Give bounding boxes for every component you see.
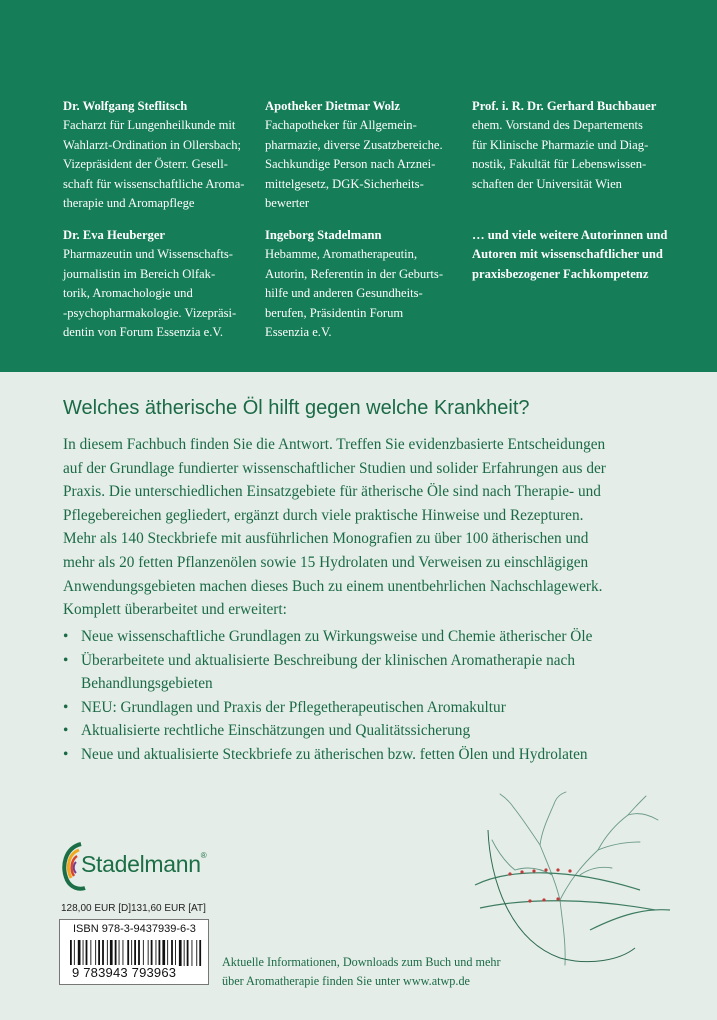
barcode-bar <box>138 940 140 966</box>
barcode-bar <box>199 940 201 966</box>
author-name: Ingeborg Stadelmann <box>265 228 382 242</box>
intro-line: auf der Grundlage fundierter wissenschaftlicher Studien und solider Erfahrungen aus der <box>63 459 606 477</box>
author-bio-line: schaften der Universität Wien <box>472 176 622 191</box>
author-bio-line: therapie und Aromapflege <box>63 196 195 211</box>
bullet-icon: • <box>63 698 69 716</box>
barcode-bar <box>115 940 117 966</box>
barcode-digits: 9 783943 793963 <box>72 965 177 980</box>
barcode-bar <box>192 940 193 966</box>
author-bio-line: Facharzt für Lungenheilkunde mit <box>63 118 236 133</box>
author-bio-line: berufen, Präsidentin Forum <box>265 305 404 320</box>
barcode-bar <box>95 940 96 966</box>
author-bio-line: journalistin im Bereich Olfak- <box>63 266 216 281</box>
intro-line: Anwendungsgebieten machen dieses Buch zu einem unentbehrlichen Nachschlagewerk. <box>63 577 603 595</box>
intro-line: Mehr als 140 Steckbriefe mit ausführlichen Monografien zu über 100 ätherischen und <box>63 530 589 548</box>
barcode-bar <box>196 940 197 966</box>
intro-line: mehr als 20 fetten Pflanzenölen sowie 15 Hydrolaten und Verweisen zu einschlägigen <box>63 553 589 571</box>
list-item: • Neue und aktualisierte Steckbriefe zu ätherischen bzw. fetten Ölen und Hydrolaten <box>63 743 703 767</box>
list-item: • Überarbeitete und aktualisierte Beschreibung der klinischen Aromatherapie nach Behandlungsgebieten <box>63 649 703 696</box>
intro-line: Komplett überarbeitet und erweitert: <box>63 601 287 619</box>
barcode-bar <box>74 940 75 966</box>
author-name: Prof. i. R. Dr. Gerhard Buchbauer <box>472 99 657 113</box>
barcode-bar <box>167 940 168 966</box>
author-bio-line: -psychopharmakologie. Vizepräsi- <box>63 305 237 320</box>
author-steflitsch <box>63 97 245 213</box>
author-bio-line: schaft für wissenschaftliche Aroma- <box>63 176 245 191</box>
barcode-bar <box>131 940 132 966</box>
publisher-logo <box>59 838 219 894</box>
author-bio-line: Pharmazeutin und Wissenschafts- <box>63 247 233 262</box>
isbn-label: ISBN 978-3-9437939-6-3 <box>59 919 209 939</box>
author-bio-line: bewerter <box>265 196 310 211</box>
author-bio-line: ehem. Vorstand des Departements <box>472 118 643 133</box>
intro-paragraph <box>63 433 683 622</box>
barcode-bar <box>171 940 173 966</box>
author-bio-line: Fachapotheker für Allgemein- <box>265 118 417 133</box>
intro-line: Praxis. Die unterschiedlichen Einsatzgebiete für ätherische Öle sind nach Therapie- und <box>63 483 601 501</box>
author-wolz <box>265 97 443 213</box>
barcode-bar <box>156 940 157 966</box>
barcode-bar <box>184 940 185 966</box>
author-panel <box>0 0 717 372</box>
bullet-icon: • <box>63 628 69 645</box>
author-buchbauer <box>472 97 656 194</box>
more-authors-note <box>472 226 667 284</box>
barcode-bar <box>143 940 144 966</box>
barcode-bar <box>127 940 129 966</box>
bullet-icon: • <box>63 722 69 740</box>
tree-illustration <box>470 790 675 970</box>
author-bio-line: Vizepräsident der Österr. Gesell- <box>63 157 228 172</box>
barcode-bar <box>90 940 91 966</box>
author-name: Dr. Eva Heuberger <box>63 228 166 242</box>
barcode-bar <box>134 940 136 966</box>
author-stadelmann <box>265 226 443 342</box>
author-name: Dr. Wolfgang Steflitsch <box>63 99 188 113</box>
author-heuberger <box>63 226 236 342</box>
author-bio-line: für Klinische Pharmazie und Diag- <box>472 137 649 152</box>
barcode-bar <box>98 940 100 966</box>
barcode-bar <box>175 940 176 966</box>
list-item: • Neue wissenschaftliche Grundlagen zu Wirkungsweise und Chemie ätherischer Öle <box>63 625 703 649</box>
price-austria: 131,60 EUR [AT] <box>131 903 206 914</box>
author-bio-line: hilfe und anderen Gesundheits- <box>265 286 423 301</box>
footer-line: über Aromatherapie finden Sie unter www.atwp.de <box>222 974 470 988</box>
bullet-icon: • <box>63 745 69 763</box>
author-bio-line: pharmazie, diverse Zusatzbereiche. <box>265 137 443 152</box>
barcode-bar <box>162 940 165 966</box>
author-bio-line: Autorin, Referentin in der Geburts- <box>265 266 444 281</box>
author-name: Apotheker Dietmar Wolz <box>265 99 401 113</box>
intro-line: In diesem Fachbuch finden Sie die Antwort. Treffen Sie evidenzbasierte Entscheidungen <box>63 436 606 453</box>
barcode-bar <box>179 940 182 966</box>
author-bio-line: mittelgesetz, DGK-Sicherheits- <box>265 176 424 191</box>
author-bio-line: Sachkundige Person nach Arznei- <box>265 157 436 172</box>
barcode-bar <box>110 940 113 966</box>
barcode-bar <box>187 940 189 966</box>
barcode-bar <box>102 940 104 966</box>
barcode-bar <box>123 940 124 966</box>
more-authors-line: Autoren mit wissenschaftlicher und <box>472 247 663 262</box>
headline: Welches ätherische Öl hilft gegen welche Krankheit? <box>63 397 530 419</box>
price-line <box>59 903 209 917</box>
barcode-bar <box>119 940 120 966</box>
author-bio-line: torik, Aromachologie und <box>63 286 193 301</box>
barcode-bar <box>107 940 108 966</box>
price-germany: 128,00 EUR [D] <box>61 903 132 914</box>
author-bio-line: Wahlarzt-Ordination in Ollersbach; <box>63 137 242 152</box>
footer-note <box>222 953 501 991</box>
list-item: • Aktualisierte rechtliche Einschätzungen und Qualitätssicherung <box>63 719 703 743</box>
author-bio-line: dentin von Forum Essenzia e.V. <box>63 325 223 340</box>
barcode-bar <box>78 940 81 966</box>
more-authors-line: praxisbezogener Fachkompetenz <box>472 266 649 281</box>
intro-line: Pflegebereichen gegliedert, ergänzt durch viele praktische Hinweise und Rezepturen. <box>63 506 584 524</box>
barcode-bar <box>148 940 149 966</box>
author-bio-line: nostik, Fakultät für Lebenswissen- <box>472 157 647 172</box>
more-authors-line: … und viele weitere Autorinnen und <box>472 228 668 242</box>
barcode-bar <box>70 940 72 966</box>
footer-line: Aktuelle Informationen, Downloads zum Buch und mehr <box>222 955 501 969</box>
barcode-bar <box>151 940 153 966</box>
author-bio-line: Essenzia e.V. <box>265 325 332 340</box>
feature-list <box>63 625 703 767</box>
author-bio-line: Hebamme, Aromatherapeutin, <box>265 247 418 262</box>
publisher-name: Stadelmann® <box>81 851 207 877</box>
barcode-bar <box>86 940 88 966</box>
barcode-bar <box>83 940 84 966</box>
bullet-icon: • <box>63 651 69 669</box>
barcode-bar <box>159 940 161 966</box>
list-item: • NEU: Grundlagen und Praxis der Pflegetherapeutischen Aromakultur <box>63 696 703 720</box>
